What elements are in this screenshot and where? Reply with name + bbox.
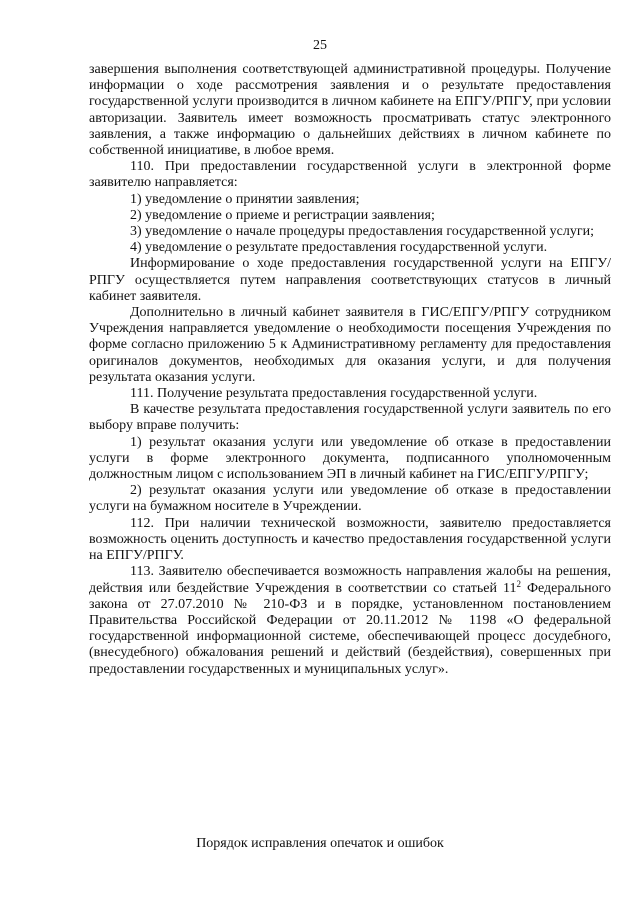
paragraph-110: 110. При предоставлении государственной услуги в электронной форме заявителю направляется:: [89, 159, 611, 191]
list-item-2: 2) уведомление о приеме и регистрации заявления;: [130, 207, 435, 223]
paragraph-111: 111. Получение результата предоставления государственной услуги.: [130, 386, 538, 402]
paragraph-additionally: Дополнительно в личный кабинет заявителя в ГИС/ЕПГУ/РПГУ сотрудником Учреждения направляется уведомление о необходимости посещения Учреждения по форме согласно приложению 5 к Административному регламенту для предоставления оригиналов документов, необходимых для оказания услуги, и для получения результата оказания услуги.: [89, 305, 611, 385]
list-item-4: 4) уведомление о результате предоставления государственной услуги.: [130, 240, 548, 256]
paragraph-informing: Информирование о ходе предоставления государственной услуги на ЕПГУ/РПГУ осуществляется путем направления соответствующих статусов в личный кабинет заявителя.: [89, 256, 611, 304]
paragraph-113-part2: Федерального закона от 27.07.2010 № 210-ФЗ и в порядке, установленном постановлением Правительства Российской Федерации от 20.11.2012 № 1198 «О федеральной государственной информационной системе, обеспечивающей процесс досудебного, (внесудебного) обжалования решений и действий (бездействия), совершенных при предоставлении государственных и муниципальных услуг».: [89, 580, 611, 677]
paragraph-result-choice: В качестве результата предоставления государственной услуги заявитель по его выбору вправе получить:: [89, 402, 611, 434]
section-heading: Порядок исправления опечаток и ошибок: [196, 836, 444, 851]
result-option-1: 1) результат оказания услуги или уведомление об отказе в предоставлении услуги в форме электронного документа, подписанного уполномоченным должностным лицом с использованием ЭП в личный кабинет на ГИС/ЕПГУ/РПГУ;: [89, 434, 611, 483]
paragraph-continuation: завершения выполнения соответствующей административной процедуры. Получение информации о ходе рассмотрения заявления и о результате предоставления государственной услуги производится в личном кабинете на ЕПГУ/РПГУ, при условии авторизации. Заявитель имеет возможность просматривать статус электронного заявления, а также информацию о дальнейших действиях в личном кабинете по собственной инициативе, в любое время.: [89, 62, 611, 159]
paragraph-112: 112. При наличии технической возможности, заявителю предоставляется возможность оценить доступность и качество предоставления государственной услуги на ЕПГУ/РПГУ.: [89, 515, 611, 564]
paragraph-113-part1: 113. Заявителю обеспечивается возможность направления жалобы на решения, действия или бездействие Учреждения в соответствии со статьей 11: [89, 564, 611, 596]
list-item-3: 3) уведомление о начале процедуры предоставления государственной услуги;: [130, 224, 594, 240]
article-superscript: 2: [516, 578, 521, 589]
document-body: [89, 62, 611, 678]
page-number: 25: [313, 38, 327, 53]
paragraph-113: [89, 564, 611, 677]
list-item-1: 1) уведомление о принятии заявления;: [130, 191, 360, 207]
result-option-2: 2) результат оказания услуги или уведомление об отказе в предоставлении услуги на бумажном носителе в Учреждении.: [89, 483, 611, 515]
